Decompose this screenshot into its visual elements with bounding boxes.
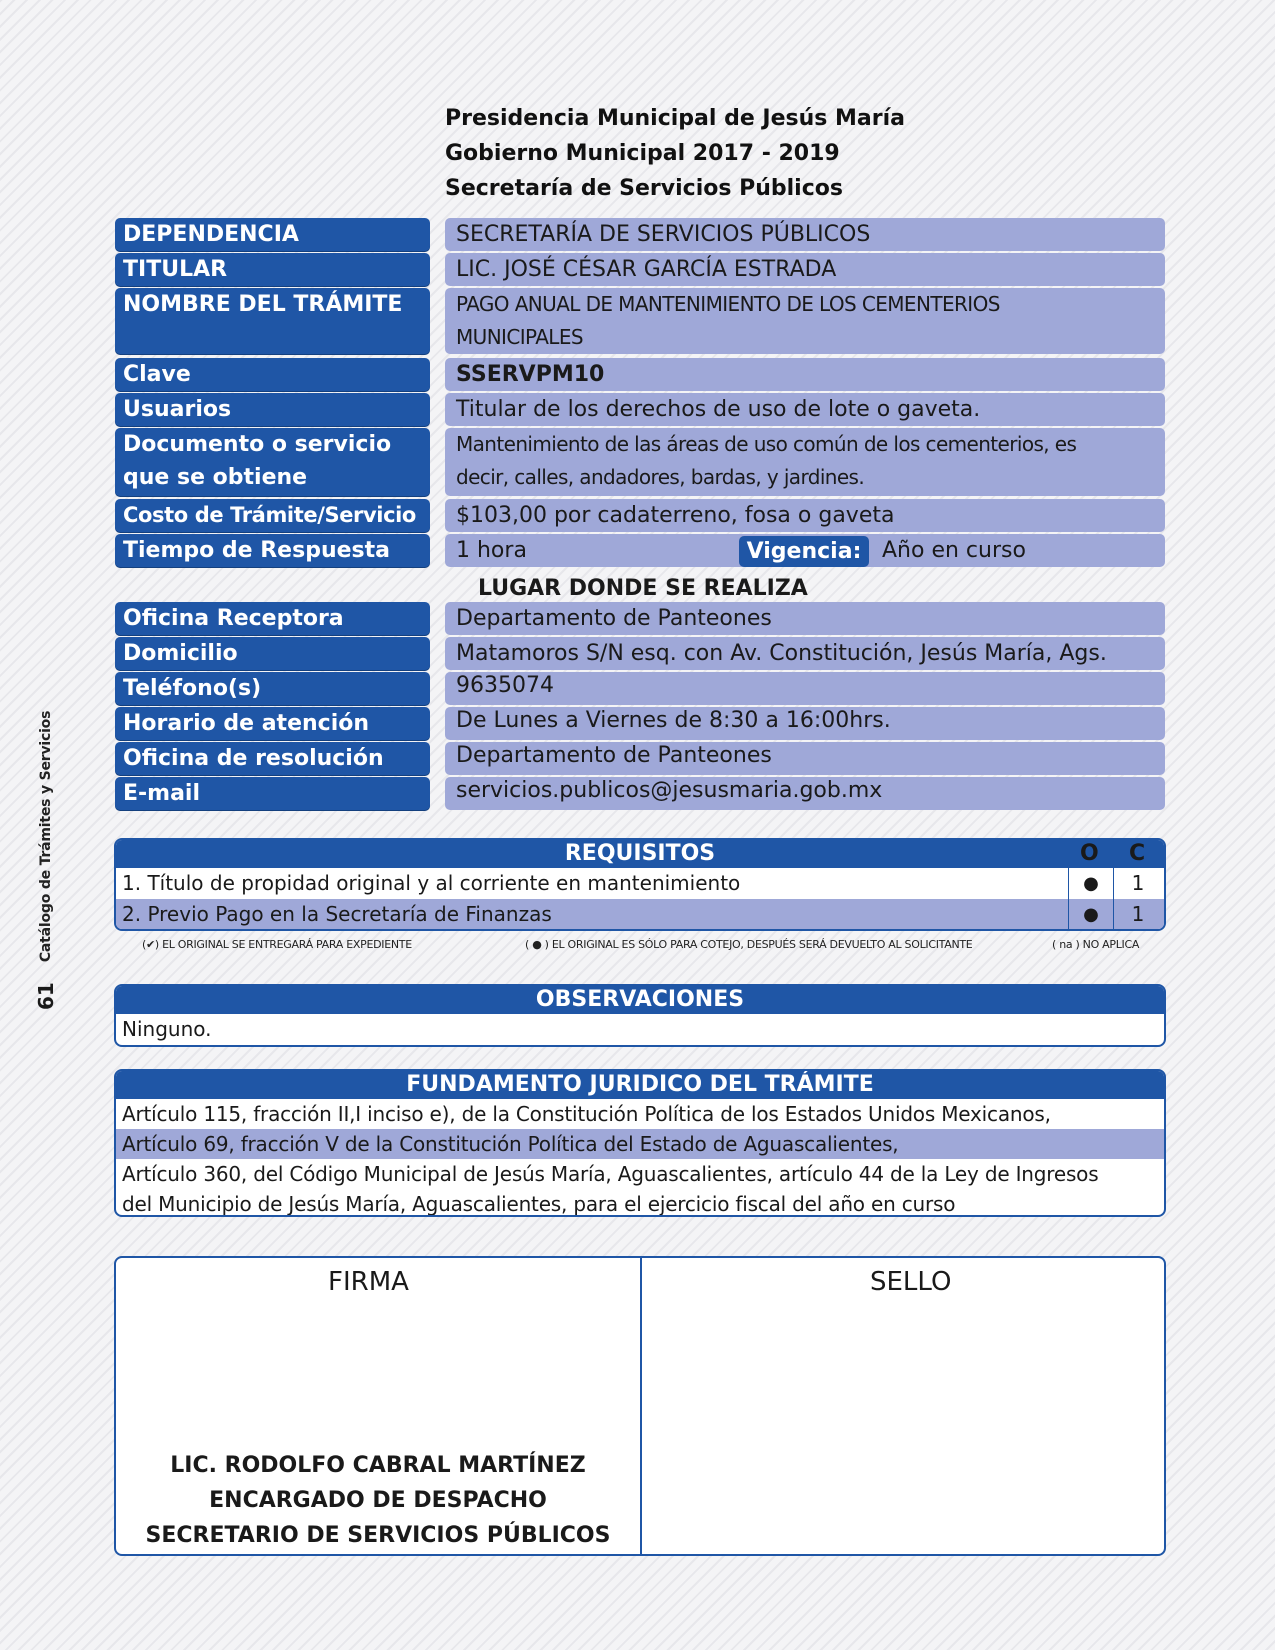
label-nombre-tramite <box>115 288 430 354</box>
fundamento-box <box>114 1069 1166 1217</box>
sello-label: SELLO <box>870 1267 952 1297</box>
legend-entregara: (✔) EL ORIGINAL SE ENTREGARÁ PARA EXPEDIENTE <box>142 938 412 951</box>
header-government: Gobierno Municipal 2017 - 2019 <box>445 141 840 166</box>
label-telefonos: Teléfono(s) <box>115 672 430 705</box>
observaciones-title: OBSERVACIONES <box>116 986 1164 1014</box>
label-domicilio: Domicilio <box>115 637 430 670</box>
label-documento-line1: Documento o servicio <box>123 432 392 457</box>
value-vigencia: Año en curso <box>882 538 1026 563</box>
value-oficina-resolucion: Departamento de Panteones <box>445 742 1165 775</box>
value-dependencia: SECRETARÍA DE SERVICIOS PÚBLICOS <box>445 218 1165 251</box>
document-header <box>445 101 1145 206</box>
observaciones-box <box>114 984 1166 1047</box>
label-usuarios: Usuarios <box>115 393 430 426</box>
value-documento-line1: Mantenimiento de las áreas de uso común de los cementerios, es <box>456 432 1077 456</box>
value-nombre-tramite-line2: MUNICIPALES <box>456 325 583 349</box>
requisito-c-count: 1 <box>1131 902 1145 926</box>
label-vigencia: Vigencia: <box>739 536 869 567</box>
label-email: E-mail <box>115 777 430 810</box>
value-usuarios: Titular de los derechos de uso de lote o gaveta. <box>445 393 1165 426</box>
value-costo: $103,00 por cadaterreno, fosa o gaveta <box>445 499 1165 532</box>
legend-cotejo: ( ● ) EL ORIGINAL ES SÓLO PARA COTEJO, DESPUÉS SERÁ DEVUELTO AL SOLICITANTE <box>525 938 973 951</box>
signatory-block <box>116 1448 640 1553</box>
requisito-o-mark: ● <box>1068 899 1114 930</box>
requisito-text: 1. Título de propidad original y al corriente en mantenimiento <box>122 871 741 895</box>
signatory-title: SECRETARIO DE SERVICIOS PÚBLICOS <box>145 1523 611 1548</box>
value-nombre-tramite <box>445 288 1165 354</box>
requisito-row <box>116 868 1164 899</box>
legend-no-aplica: ( na ) NO APLICA <box>1052 938 1140 951</box>
value-domicilio: Matamoros S/N esq. con Av. Constitución, Jesús María, Ags. <box>445 637 1165 670</box>
catalog-title: Catálogo de Trámites y Servicios <box>38 710 54 963</box>
signatory-name: LIC. RODOLFO CABRAL MARTÍNEZ <box>170 1453 586 1478</box>
value-documento-servicio <box>445 428 1165 496</box>
firma-label: FIRMA <box>328 1267 409 1297</box>
value-email: servicios.publicos@jesusmaria.gob.mx <box>445 777 1165 810</box>
value-telefonos: 9635074 <box>445 672 1165 705</box>
value-tiempo-respuesta: 1 hora <box>445 534 1165 567</box>
header-secretariat: Secretaría de Servicios Públicos <box>445 176 843 201</box>
value-titular: LIC. JOSÉ CÉSAR GARCÍA ESTRADA <box>445 253 1165 286</box>
value-oficina-receptora: Departamento de Panteones <box>445 602 1165 635</box>
label-costo: Costo de Trámite/Servicio <box>115 499 430 532</box>
value-nombre-tramite-line1: PAGO ANUAL DE MANTENIMIENTO DE LOS CEMENTERIOS <box>456 292 1000 316</box>
signature-box <box>114 1256 1166 1556</box>
header-municipality: Presidencia Municipal de Jesús María <box>445 106 906 131</box>
sidebar-catalog <box>33 690 59 1010</box>
fundamento-line: Artículo 69, fracción V de la Constitución Política del Estado de Aguascalientes, <box>116 1129 1164 1159</box>
fundamento-line: Artículo 360, del Código Municipal de Jesús María, Aguascalientes, artículo 44 de la Ley de Ingresos <box>122 1162 1099 1186</box>
requisito-o-mark: ● <box>1068 868 1114 899</box>
requisito-text: 2. Previo Pago en la Secretaría de Finanzas <box>122 902 552 926</box>
value-horario: De Lunes a Viernes de 8:30 a 16:00hrs. <box>445 707 1165 740</box>
label-documento-line2: que se obtiene <box>123 465 308 490</box>
label-tiempo-respuesta: Tiempo de Respuesta <box>115 534 430 567</box>
column-c-header: C <box>1129 841 1146 866</box>
observaciones-text: Ninguno. <box>122 1017 212 1041</box>
page-number: 61 <box>34 982 58 1010</box>
signatory-role: ENCARGADO DE DESPACHO <box>209 1488 547 1513</box>
label-horario: Horario de atención <box>115 707 430 740</box>
label-dependencia: DEPENDENCIA <box>115 218 430 251</box>
label-nombre-tramite-text: NOMBRE DEL TRÁMITE <box>123 292 403 317</box>
column-o-header: O <box>1080 841 1099 866</box>
value-documento-line2: decir, calles, andadores, bardas, y jardines. <box>456 465 865 489</box>
requisitos-table <box>114 838 1166 931</box>
signature-divider <box>640 1258 642 1554</box>
requisito-c-count: 1 <box>1131 871 1145 895</box>
value-clave: SSERVPM10 <box>445 358 1165 391</box>
fundamento-line: Artículo 115, fracción II,I inciso e), de la Constitución Política de los Estados Unidos Mexicanos, <box>122 1102 1051 1126</box>
label-documento-servicio <box>115 428 430 496</box>
requisito-row <box>116 899 1164 930</box>
label-oficina-resolucion: Oficina de resolución <box>115 742 430 775</box>
section-title-lugar: LUGAR DONDE SE REALIZA <box>478 576 808 601</box>
label-clave: Clave <box>115 358 430 391</box>
fundamento-title: FUNDAMENTO JURIDICO DEL TRÁMITE <box>116 1071 1164 1099</box>
label-titular: TITULAR <box>115 253 430 286</box>
fundamento-line: del Municipio de Jesús María, Aguascalientes, para el ejercicio fiscal del año en curso <box>122 1192 956 1216</box>
label-oficina-receptora: Oficina Receptora <box>115 602 430 635</box>
requisitos-title: REQUISITOS <box>116 840 1164 868</box>
